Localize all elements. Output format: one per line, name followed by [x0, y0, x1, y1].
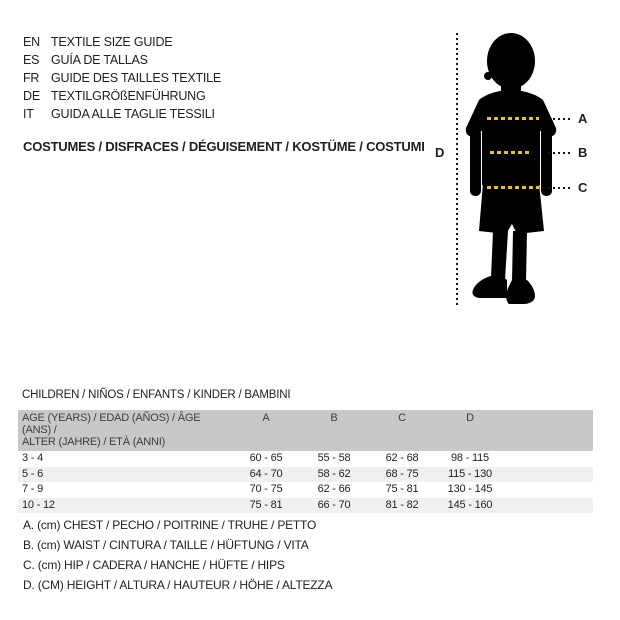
language-label: GUÍA DE TALLAS [51, 53, 148, 67]
language-row [23, 69, 221, 87]
category-title: COSTUMES / DISFRACES / DÉGUISEMENT / KOSTÜME / COSTUMI [23, 139, 425, 154]
column-header-d: D [466, 412, 474, 424]
children-section-title: CHILDREN / NIÑOS / ENFANTS / KINDER / BAMBINI [22, 389, 291, 401]
column-header-a: A [262, 412, 270, 424]
size-table-body [18, 451, 593, 513]
language-row [23, 87, 221, 105]
waist-measure-dash [490, 151, 530, 154]
size-table [18, 410, 593, 513]
chest-cell: 70 - 75 [249, 483, 283, 495]
age-cell: 10 - 12 [22, 498, 55, 511]
size-table-header [18, 410, 593, 451]
age-cell: 3 - 4 [22, 452, 44, 464]
waist-cell: 55 - 58 [317, 452, 351, 464]
height-cell: 145 - 160 [447, 498, 493, 511]
table-row [18, 467, 593, 483]
hip-cell: 75 - 81 [385, 483, 419, 495]
chest-cell: 64 - 70 [249, 467, 283, 480]
legend-hip: C. (cm) HIP / CADERA / HANCHE / HÜFTE / HIPS [23, 558, 285, 572]
column-header-c: C [398, 412, 406, 424]
waist-cell: 62 - 66 [317, 483, 351, 495]
measure-label-a: A [578, 111, 588, 126]
language-label: TEXTILE SIZE GUIDE [51, 35, 173, 49]
table-row [18, 498, 593, 514]
measure-label-b: B [578, 145, 588, 160]
language-row [23, 105, 221, 123]
age-cell: 7 - 9 [22, 483, 44, 495]
legend-height: D. (CM) HEIGHT / ALTURA / HAUTEUR / HÖHE / ALTEZZA [23, 578, 333, 592]
hip-measure-dash [487, 186, 539, 189]
age-cell: 5 - 6 [22, 467, 44, 480]
table-row [18, 482, 593, 498]
connector-line-c [548, 187, 572, 189]
table-row [18, 451, 593, 467]
connector-line-b [548, 152, 572, 154]
hip-cell: 81 - 82 [385, 498, 419, 511]
language-label: GUIDE DES TAILLES TEXTILE [51, 71, 222, 85]
legend-chest: A. (cm) CHEST / PECHO / POITRINE / TRUHE / PETTO [23, 518, 317, 532]
hip-cell: 68 - 75 [385, 467, 419, 480]
language-code: ES [23, 53, 40, 67]
language-code: EN [23, 35, 40, 49]
language-code: DE [23, 89, 40, 103]
chest-measure-dash [487, 117, 539, 120]
age-column-header [18, 412, 232, 448]
legend-waist: B. (cm) WAIST / CINTURA / TAILLE / HÜFTUNG / VITA [23, 538, 309, 552]
language-row [23, 33, 221, 51]
chest-cell: 75 - 81 [249, 498, 283, 511]
language-label: TEXTILGRÖßENFÜHRUNG [51, 89, 206, 103]
waist-cell: 66 - 70 [317, 498, 351, 511]
hip-cell: 62 - 68 [385, 452, 419, 464]
measure-label-c: C [578, 180, 588, 195]
age-header-line2: ALTER (JAHRE) / ETÀ (ANNI) [22, 436, 166, 448]
connector-line-a [548, 118, 572, 120]
language-code: FR [23, 71, 40, 85]
height-cell: 98 - 115 [451, 452, 489, 464]
child-silhouette-image [455, 28, 570, 308]
language-code: IT [23, 107, 34, 121]
language-row [23, 51, 221, 69]
column-header-b: B [330, 412, 338, 424]
chest-cell: 60 - 65 [249, 452, 283, 464]
waist-cell: 58 - 62 [317, 467, 351, 480]
measurement-legend [23, 515, 332, 595]
height-cell: 115 - 130 [448, 467, 492, 480]
language-label: GUIDA ALLE TAGLIE TESSILI [51, 107, 215, 121]
measure-label-d: D [435, 145, 445, 160]
height-cell: 130 - 145 [447, 483, 493, 495]
age-header-line1: AGE (YEARS) / EDAD (AÑOS) / ÂGE (ANS) / [22, 412, 201, 436]
language-list [23, 33, 221, 123]
